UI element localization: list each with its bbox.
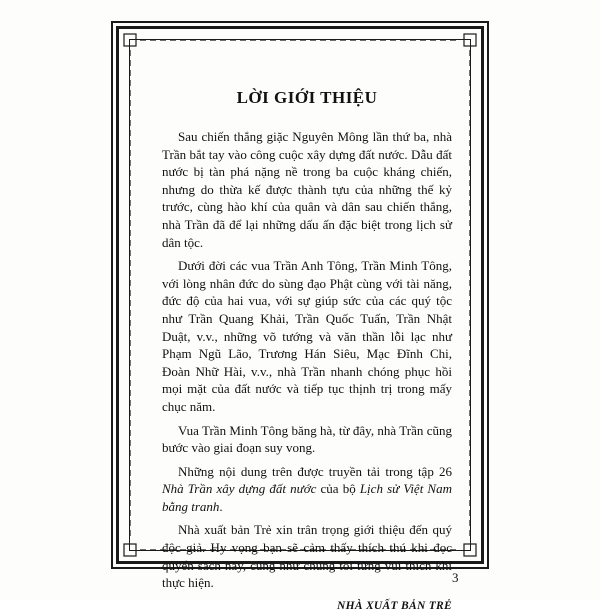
main-content [162,88,452,612]
book-series-title: Lịch sử Việt Nam bằng tranh [162,481,452,514]
paragraph-4-text-c: . [219,498,223,514]
paragraph-4-text-a: Những nội dung trên được truyền tải trong tập 26 [178,463,452,479]
book-volume-title: Nhà Trần xây dựng đất nước [162,481,317,497]
publisher-signature: NHÀ XUẤT BẢN TRẺ [336,599,452,612]
paragraph-2: Dưới đời các vua Trần Anh Tông, Trần Minh Tông, với lòng nhân đức do sùng đạo Phật cùng với tài năng, đức độ của hai vua, với sự giúp sức của các quý tộc như Trần Quang Khải, Trần Quốc Tuấn, Trần Nhật Duật, v.v., những võ tướng và văn thần lỗi lạc như Phạm Ngũ Lão, Trương Hán Siêu, Mạc Đĩnh Chi, Đoàn Nhữ Hài, v.v., nhà Trần nhanh chóng phục hồi mọi mặt của đất nước và tiếp tục thịnh trị trong mấy chục năm. [162,258,452,414]
paragraph-4 [162,463,452,516]
paragraph-4-text-b: của bộ [316,481,360,497]
page-title: LỜI GIỚI THIỆU [236,88,378,107]
paragraph-5: Nhà xuất bản Trẻ xin trân trọng giới thiệu đến quý độc giả. Hy vọng bạn sẽ cảm thấy thích thú khi đọc quyển sách này, cũng như chúng tôi từng vui thích khi thực hiện. [162,522,452,591]
paragraph-3: Vua Trần Minh Tông băng hà, từ đây, nhà Trần cũng bước vào giai đoạn suy vong. [162,422,452,456]
paragraph-1: Sau chiến thắng giặc Nguyên Mông lần thứ ba, nhà Trần bắt tay vào công cuộc xây dựng đất nước. Dẫu đất nước bị tàn phá nặng nề trong ba cuộc kháng chiến, nhưng do thừa kế được thành tựu của những thế kỷ trước, cùng hào khí của quân và dân sau chiến thắng, nhà Trần đã để lại những dấu ấn đặc biệt trong lịch sử dân tộc. [162,129,452,250]
page-number: 3 [452,570,459,585]
